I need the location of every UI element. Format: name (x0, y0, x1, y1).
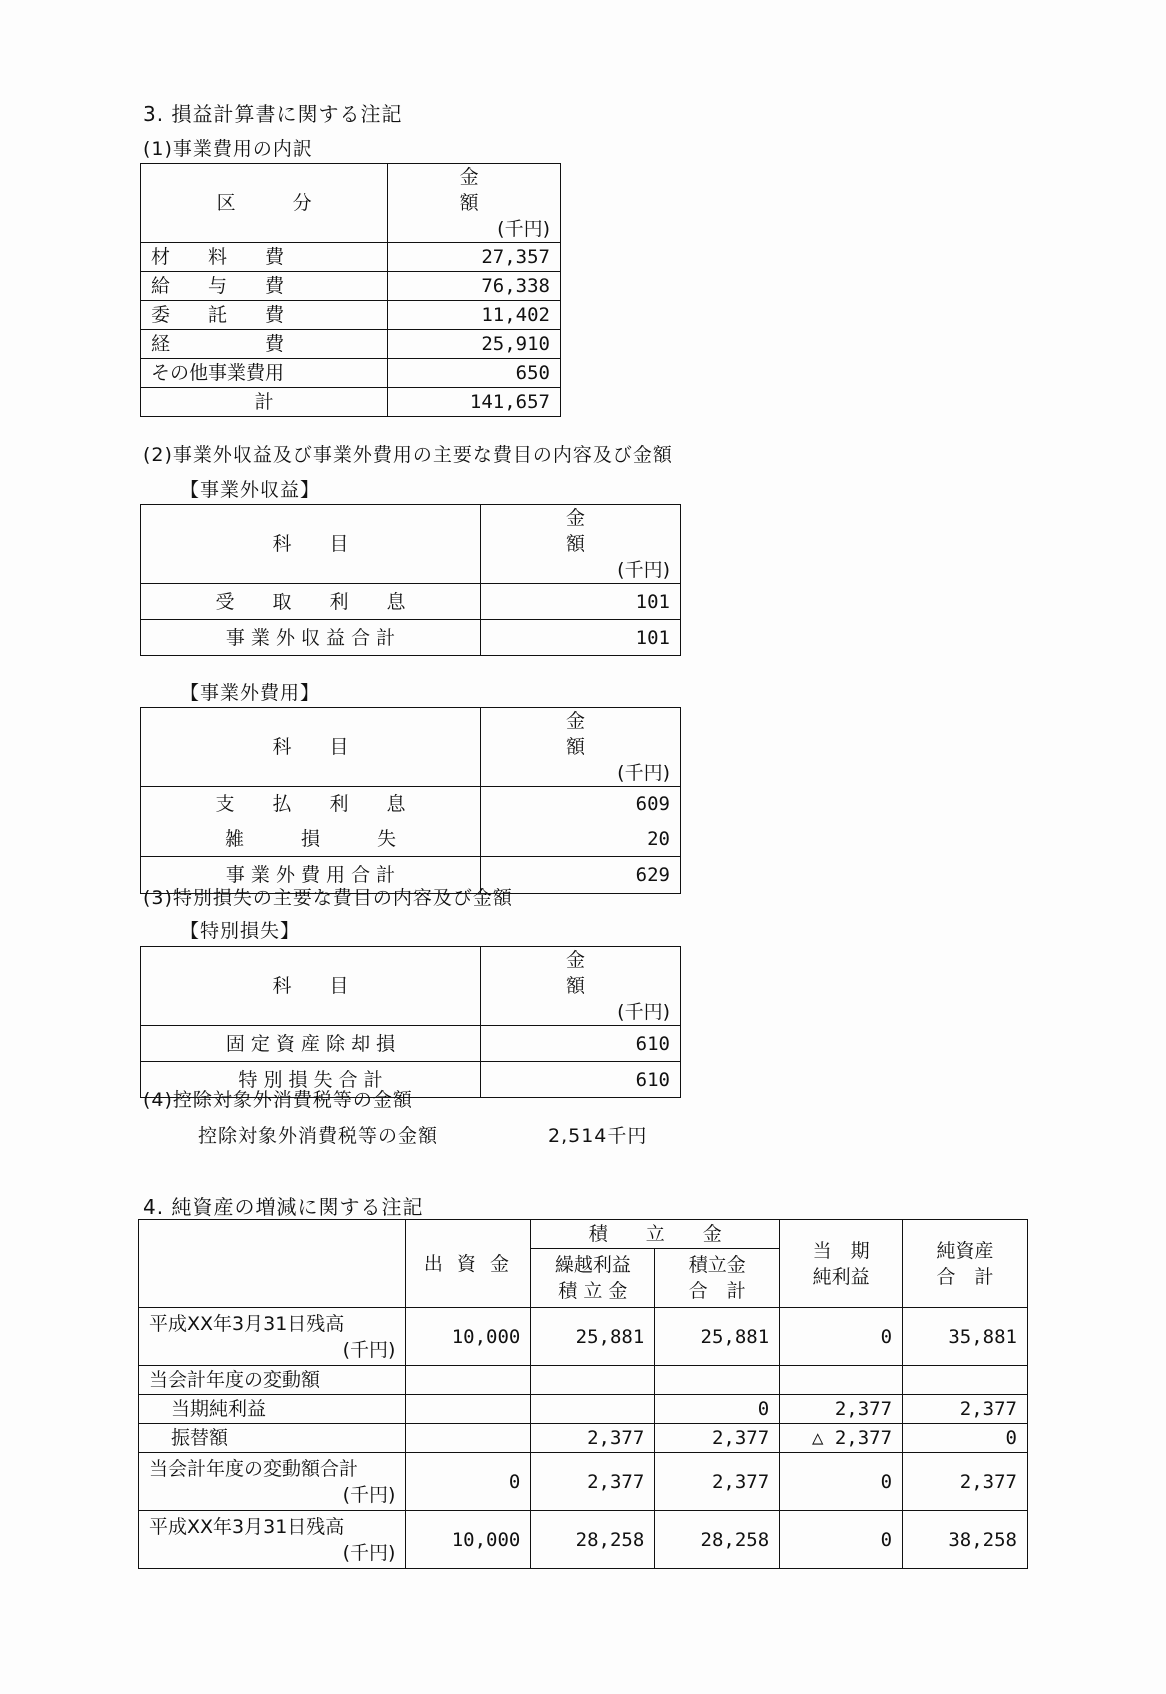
extraordinary-loss-label: 【特別損失】 (180, 920, 301, 942)
header-net-assets: 純資産 合 計 (903, 1220, 1028, 1308)
table-row (139, 1453, 1028, 1511)
section3-sub2-title: (2)事業外収益及び事業外費用の主要な費目の内容及び金額 (143, 444, 673, 466)
table-row (141, 822, 681, 857)
cell-retained: 28,258 (531, 1511, 655, 1569)
table-row (139, 1424, 1028, 1453)
extraordinary-loss-table (140, 946, 714, 1098)
table-row (139, 1308, 1028, 1366)
table-row (139, 1511, 1028, 1569)
row-label: 経 費 (141, 330, 388, 359)
cell-retained: 25,881 (531, 1308, 655, 1366)
cell-reserve-total: 25,881 (655, 1308, 780, 1366)
table-row (141, 330, 561, 359)
section4-title: 4. 純資産の増減に関する注記 (143, 1195, 424, 1219)
cell-net-income (780, 1366, 903, 1395)
row-value: 25,910 (388, 330, 561, 359)
cell-net-income: 2,377 (780, 1395, 903, 1424)
table-row (141, 243, 561, 272)
cell-reserve-total: 0 (655, 1395, 780, 1424)
row-label: 受 取 利 息 (141, 584, 481, 620)
cell-capital (406, 1366, 531, 1395)
table-row (139, 1395, 1028, 1424)
header-retained-earnings-reserve: 繰越利益 積 立 金 (531, 1249, 655, 1308)
header-reserve-total: 積立金 合 計 (655, 1249, 780, 1308)
row-label: 平成XX年3月31日残高 (千円) (139, 1511, 406, 1569)
row-label: 計 (141, 388, 388, 417)
cell-reserve-total: 2,377 (655, 1453, 780, 1511)
table-header-row (139, 1220, 1028, 1249)
table-row (141, 359, 561, 388)
table-row (141, 1026, 681, 1062)
cell-capital (406, 1395, 531, 1424)
section3-sub3-title: (3)特別損失の主要な費目の内容及び金額 (143, 887, 513, 909)
cell-net-assets: 0 (903, 1424, 1028, 1453)
row-value: 101 (481, 620, 681, 656)
row-value: 20 (481, 822, 681, 857)
row-value: 141,657 (388, 388, 561, 417)
section3-sub4-title: (4)控除対象外消費税等の金額 (143, 1089, 413, 1111)
table-header-row (141, 164, 561, 243)
cell-net-income: △ 2,377 (780, 1424, 903, 1453)
row-value: 27,357 (388, 243, 561, 272)
row-label: 平成XX年3月31日残高 (千円) (139, 1308, 406, 1366)
cell-retained (531, 1395, 655, 1424)
row-label: その他事業費用 (141, 359, 388, 388)
row-label: 当期純利益 (139, 1395, 406, 1424)
cell-reserve-total: 28,258 (655, 1511, 780, 1569)
row-label: 振替額 (139, 1424, 406, 1453)
header-amount: 金 額 (千円) (388, 164, 561, 243)
non-operating-expense-label: 【事業外費用】 (180, 682, 321, 704)
row-label: 雑 損 失 (141, 822, 481, 857)
cell-reserve-total (655, 1366, 780, 1395)
table-total-row (141, 388, 561, 417)
cell-net-assets: 2,377 (903, 1453, 1028, 1511)
cell-capital: 0 (406, 1453, 531, 1511)
row-label: 固 定 資 産 除 却 損 (141, 1026, 481, 1062)
non-deductible-tax-value: 2,514千円 (548, 1125, 648, 1147)
cell-net-income: 0 (780, 1308, 903, 1366)
header-capital: 出 資 金 (406, 1220, 531, 1308)
header-item: 科 目 (141, 708, 481, 787)
section3-title: 3. 損益計算書に関する注記 (143, 102, 403, 126)
cell-net-income: 0 (780, 1453, 903, 1511)
header-item: 科 目 (141, 947, 481, 1026)
cell-retained: 2,377 (531, 1453, 655, 1511)
row-value: 610 (481, 1062, 681, 1098)
cell-capital (406, 1424, 531, 1453)
non-operating-revenue-table (140, 504, 714, 656)
table-header-row (141, 708, 681, 787)
cell-net-assets: 35,881 (903, 1308, 1028, 1366)
table-header-row (141, 505, 681, 584)
operating-expense-table (140, 163, 561, 417)
row-value: 11,402 (388, 301, 561, 330)
non-operating-expense-table (140, 707, 714, 894)
row-value: 76,338 (388, 272, 561, 301)
header-net-income: 当 期 純利益 (780, 1220, 903, 1308)
cell-net-assets (903, 1366, 1028, 1395)
row-label: 給 与 費 (141, 272, 388, 301)
row-label: 材 料 費 (141, 243, 388, 272)
table-row (141, 787, 681, 822)
table-row (141, 584, 681, 620)
row-value: 609 (481, 787, 681, 822)
cell-retained (531, 1366, 655, 1395)
cell-net-assets: 2,377 (903, 1395, 1028, 1424)
cell-net-assets: 38,258 (903, 1511, 1028, 1569)
row-label: 当会計年度の変動額合計 (千円) (139, 1453, 406, 1511)
row-label: 事 業 外 費 用 合 計 (141, 857, 481, 894)
row-label: 特 別 損 失 合 計 (141, 1062, 481, 1098)
row-value: 629 (481, 857, 681, 894)
table-row (141, 272, 561, 301)
section3-sub1-title: (1)事業費用の内訳 (143, 138, 313, 160)
non-deductible-tax-label: 控除対象外消費税等の金額 (198, 1125, 439, 1147)
header-amount: 金 額 (千円) (481, 505, 681, 584)
header-blank (139, 1220, 406, 1308)
table-row (141, 301, 561, 330)
non-operating-revenue-label: 【事業外収益】 (180, 479, 321, 501)
row-label: 支 払 利 息 (141, 787, 481, 822)
header-amount: 金 額 (千円) (481, 708, 681, 787)
header-amount: 金 額 (千円) (481, 947, 681, 1026)
cell-reserve-total: 2,377 (655, 1424, 780, 1453)
cell-net-income: 0 (780, 1511, 903, 1569)
net-assets-changes-table (138, 1219, 1028, 1569)
header-category: 区 分 (141, 164, 388, 243)
row-label: 当会計年度の変動額 (139, 1366, 406, 1395)
table-row (139, 1366, 1028, 1395)
row-value: 101 (481, 584, 681, 620)
row-label: 委 託 費 (141, 301, 388, 330)
table-total-row (141, 620, 681, 656)
table-header-row (141, 947, 681, 1026)
row-label: 事 業 外 収 益 合 計 (141, 620, 481, 656)
cell-capital: 10,000 (406, 1511, 531, 1569)
row-value: 650 (388, 359, 561, 388)
cell-retained: 2,377 (531, 1424, 655, 1453)
row-value: 610 (481, 1026, 681, 1062)
header-reserve-group: 積 立 金 (531, 1220, 780, 1249)
cell-capital: 10,000 (406, 1308, 531, 1366)
header-item: 科 目 (141, 505, 481, 584)
